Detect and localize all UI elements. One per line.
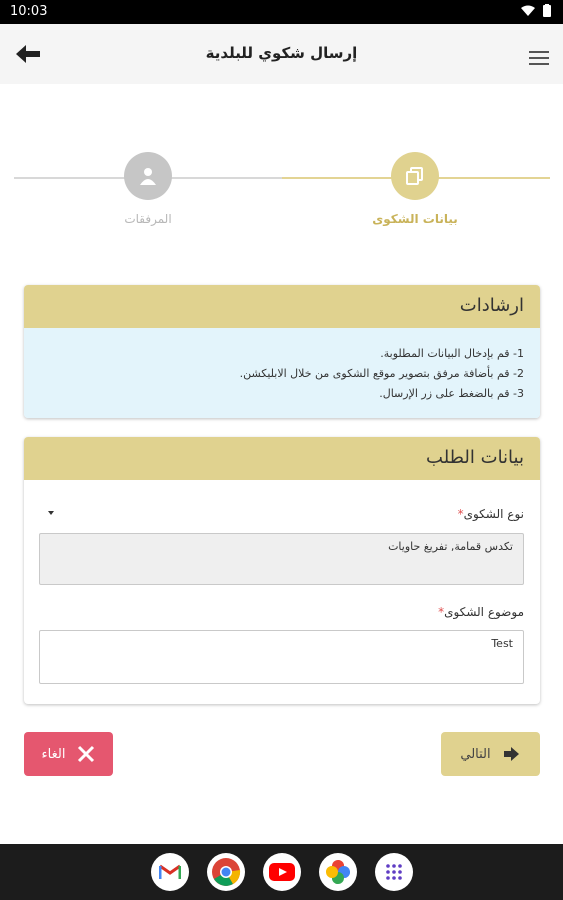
subject-label xyxy=(438,605,524,619)
instructions-card xyxy=(24,285,540,418)
apps-icon[interactable] xyxy=(375,853,413,891)
status-bar xyxy=(0,0,563,24)
required-mark: * xyxy=(438,605,445,619)
complaint-type-label xyxy=(458,507,524,521)
chrome-icon[interactable] xyxy=(207,853,245,891)
hamburger-menu-icon[interactable] xyxy=(529,51,549,65)
instructions-title: ارشادات xyxy=(459,295,524,316)
step-label: بيانات الشكوى xyxy=(372,212,458,226)
battery-icon xyxy=(543,4,551,17)
next-label: التالي xyxy=(460,746,491,762)
request-card xyxy=(24,437,540,704)
android-nav-bar xyxy=(0,844,563,900)
user-icon xyxy=(139,167,157,185)
close-icon xyxy=(77,745,95,763)
instruction-line: 3- قم بالضغط على زر الإرسال. xyxy=(379,387,524,400)
wifi-icon xyxy=(521,5,535,17)
complaint-type-label-text: نوع الشكوى xyxy=(463,507,524,521)
copy-icon xyxy=(405,166,425,186)
system-icons xyxy=(521,4,551,17)
subject-input[interactable]: Test xyxy=(39,630,524,684)
gmail-icon[interactable] xyxy=(151,853,189,891)
stepper xyxy=(0,130,563,240)
instructions-body xyxy=(24,328,540,418)
required-mark: * xyxy=(457,507,464,521)
step-attachments[interactable] xyxy=(68,152,228,226)
subject-label-text: موضوع الشكوى xyxy=(444,605,524,619)
next-button[interactable] xyxy=(441,732,540,776)
cancel-button[interactable] xyxy=(24,732,113,776)
request-header xyxy=(24,437,540,480)
app-bar xyxy=(0,24,563,84)
instruction-line: 1- قم بإدخال البيانات المطلوبة. xyxy=(380,347,524,360)
step-circle xyxy=(124,152,172,200)
cancel-label: الغاء xyxy=(41,746,66,762)
step-label: المرفقات xyxy=(124,212,172,226)
step-circle xyxy=(391,152,439,200)
complaint-type-select[interactable]: تكدس قمامة, تفريغ حاويات xyxy=(39,533,524,585)
step-complaint-data[interactable] xyxy=(335,152,495,226)
instructions-header xyxy=(24,285,540,328)
photos-icon[interactable] xyxy=(319,853,357,891)
page-title: إرسال شكوي للبلدية xyxy=(205,44,358,62)
arrow-right-icon xyxy=(503,746,521,762)
request-title: بيانات الطلب xyxy=(426,447,524,468)
dropdown-arrow-icon[interactable] xyxy=(48,511,54,515)
youtube-icon[interactable] xyxy=(263,853,301,891)
instruction-line: 2- قم بأضافة مرفق بتصوير موقع الشكوى من خلال الابليكشن. xyxy=(239,367,524,380)
status-time: 10:03 xyxy=(10,4,48,19)
